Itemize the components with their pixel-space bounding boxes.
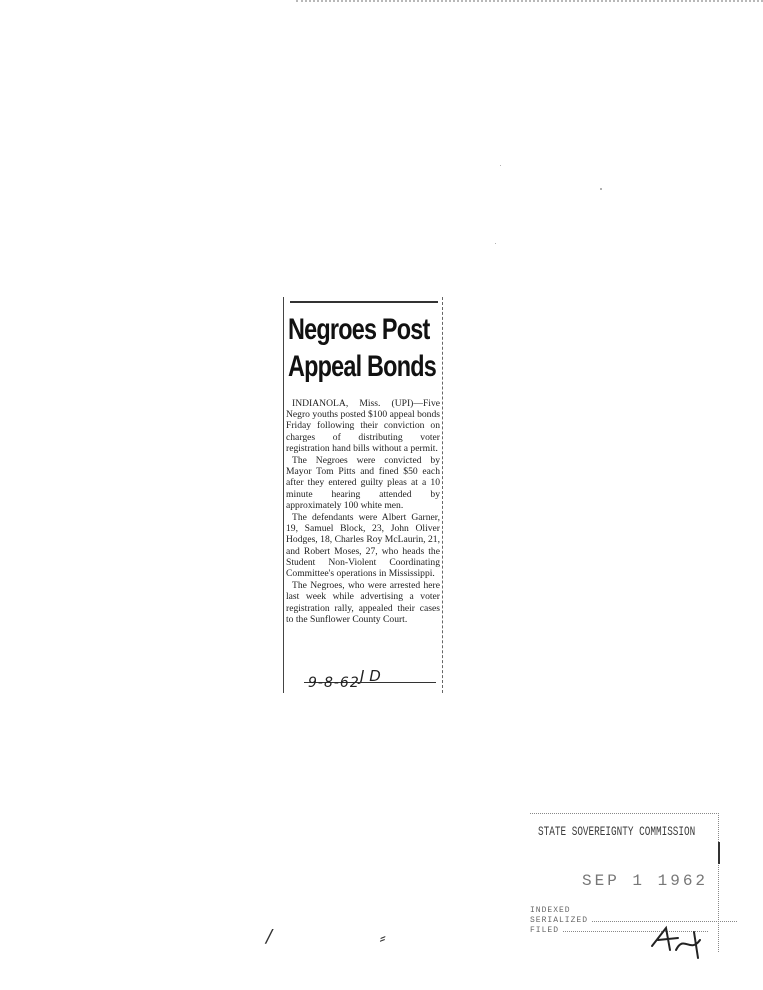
headline-line-2: Appeal Bonds xyxy=(288,350,436,383)
stray-pen-mark: / xyxy=(266,926,273,947)
newspaper-clipping xyxy=(283,297,443,693)
commission-stamp xyxy=(530,813,719,952)
stray-pen-mark: ⸗ xyxy=(380,928,386,947)
stamp-date: SEP 1 1962 xyxy=(582,872,709,890)
article-paragraph: The Negroes, who were arrested here last week while advertising a voter registration rally, appealed their cases to the Sunflower County Court. xyxy=(286,580,440,625)
top-edge-dots xyxy=(296,0,763,5)
stamp-signature-mark xyxy=(648,920,708,966)
handwritten-date: 9-8-62 xyxy=(308,675,360,691)
scan-speck xyxy=(495,243,496,244)
stamp-line-label: INDEXED xyxy=(530,906,571,915)
stamp-line-label: SERIALIZED xyxy=(530,916,589,925)
handwritten-initials: J D xyxy=(360,667,381,685)
article-paragraph: The Negroes were convicted by Mayor Tom Pitts and fined $50 each after they entered guilty pleas at a 10 minute hearing attended by approximately 100 white men. xyxy=(286,455,440,511)
article-paragraph: INDIANOLA, Miss. (UPI)—Five Negro youths posted $100 appeal bonds Friday following their conviction on charges of distributing voter registration hand bills without a permit. xyxy=(286,398,440,454)
scan-speck xyxy=(500,165,501,166)
stamp-edge-mark xyxy=(718,842,720,864)
clipping-top-rule xyxy=(290,301,438,303)
stamp-title: STATE SOVEREIGNTY COMMISSION xyxy=(538,824,696,839)
article-body xyxy=(286,398,440,626)
stamp-line-label: FILED xyxy=(530,926,560,935)
headline xyxy=(288,311,436,385)
article-paragraph: The defendants were Albert Garner, 19, Samuel Block, 23, John Oliver Hodges, 18, Charles Roy McLaurin, 21, and Robert Moses, 27, who heads the Student Non-Violent Coordinating Committee's operations in Mississippi. xyxy=(286,512,440,580)
stamp-line-indexed xyxy=(530,906,571,915)
headline-line-1: Negroes Post xyxy=(288,313,430,346)
scan-speck xyxy=(600,188,602,190)
